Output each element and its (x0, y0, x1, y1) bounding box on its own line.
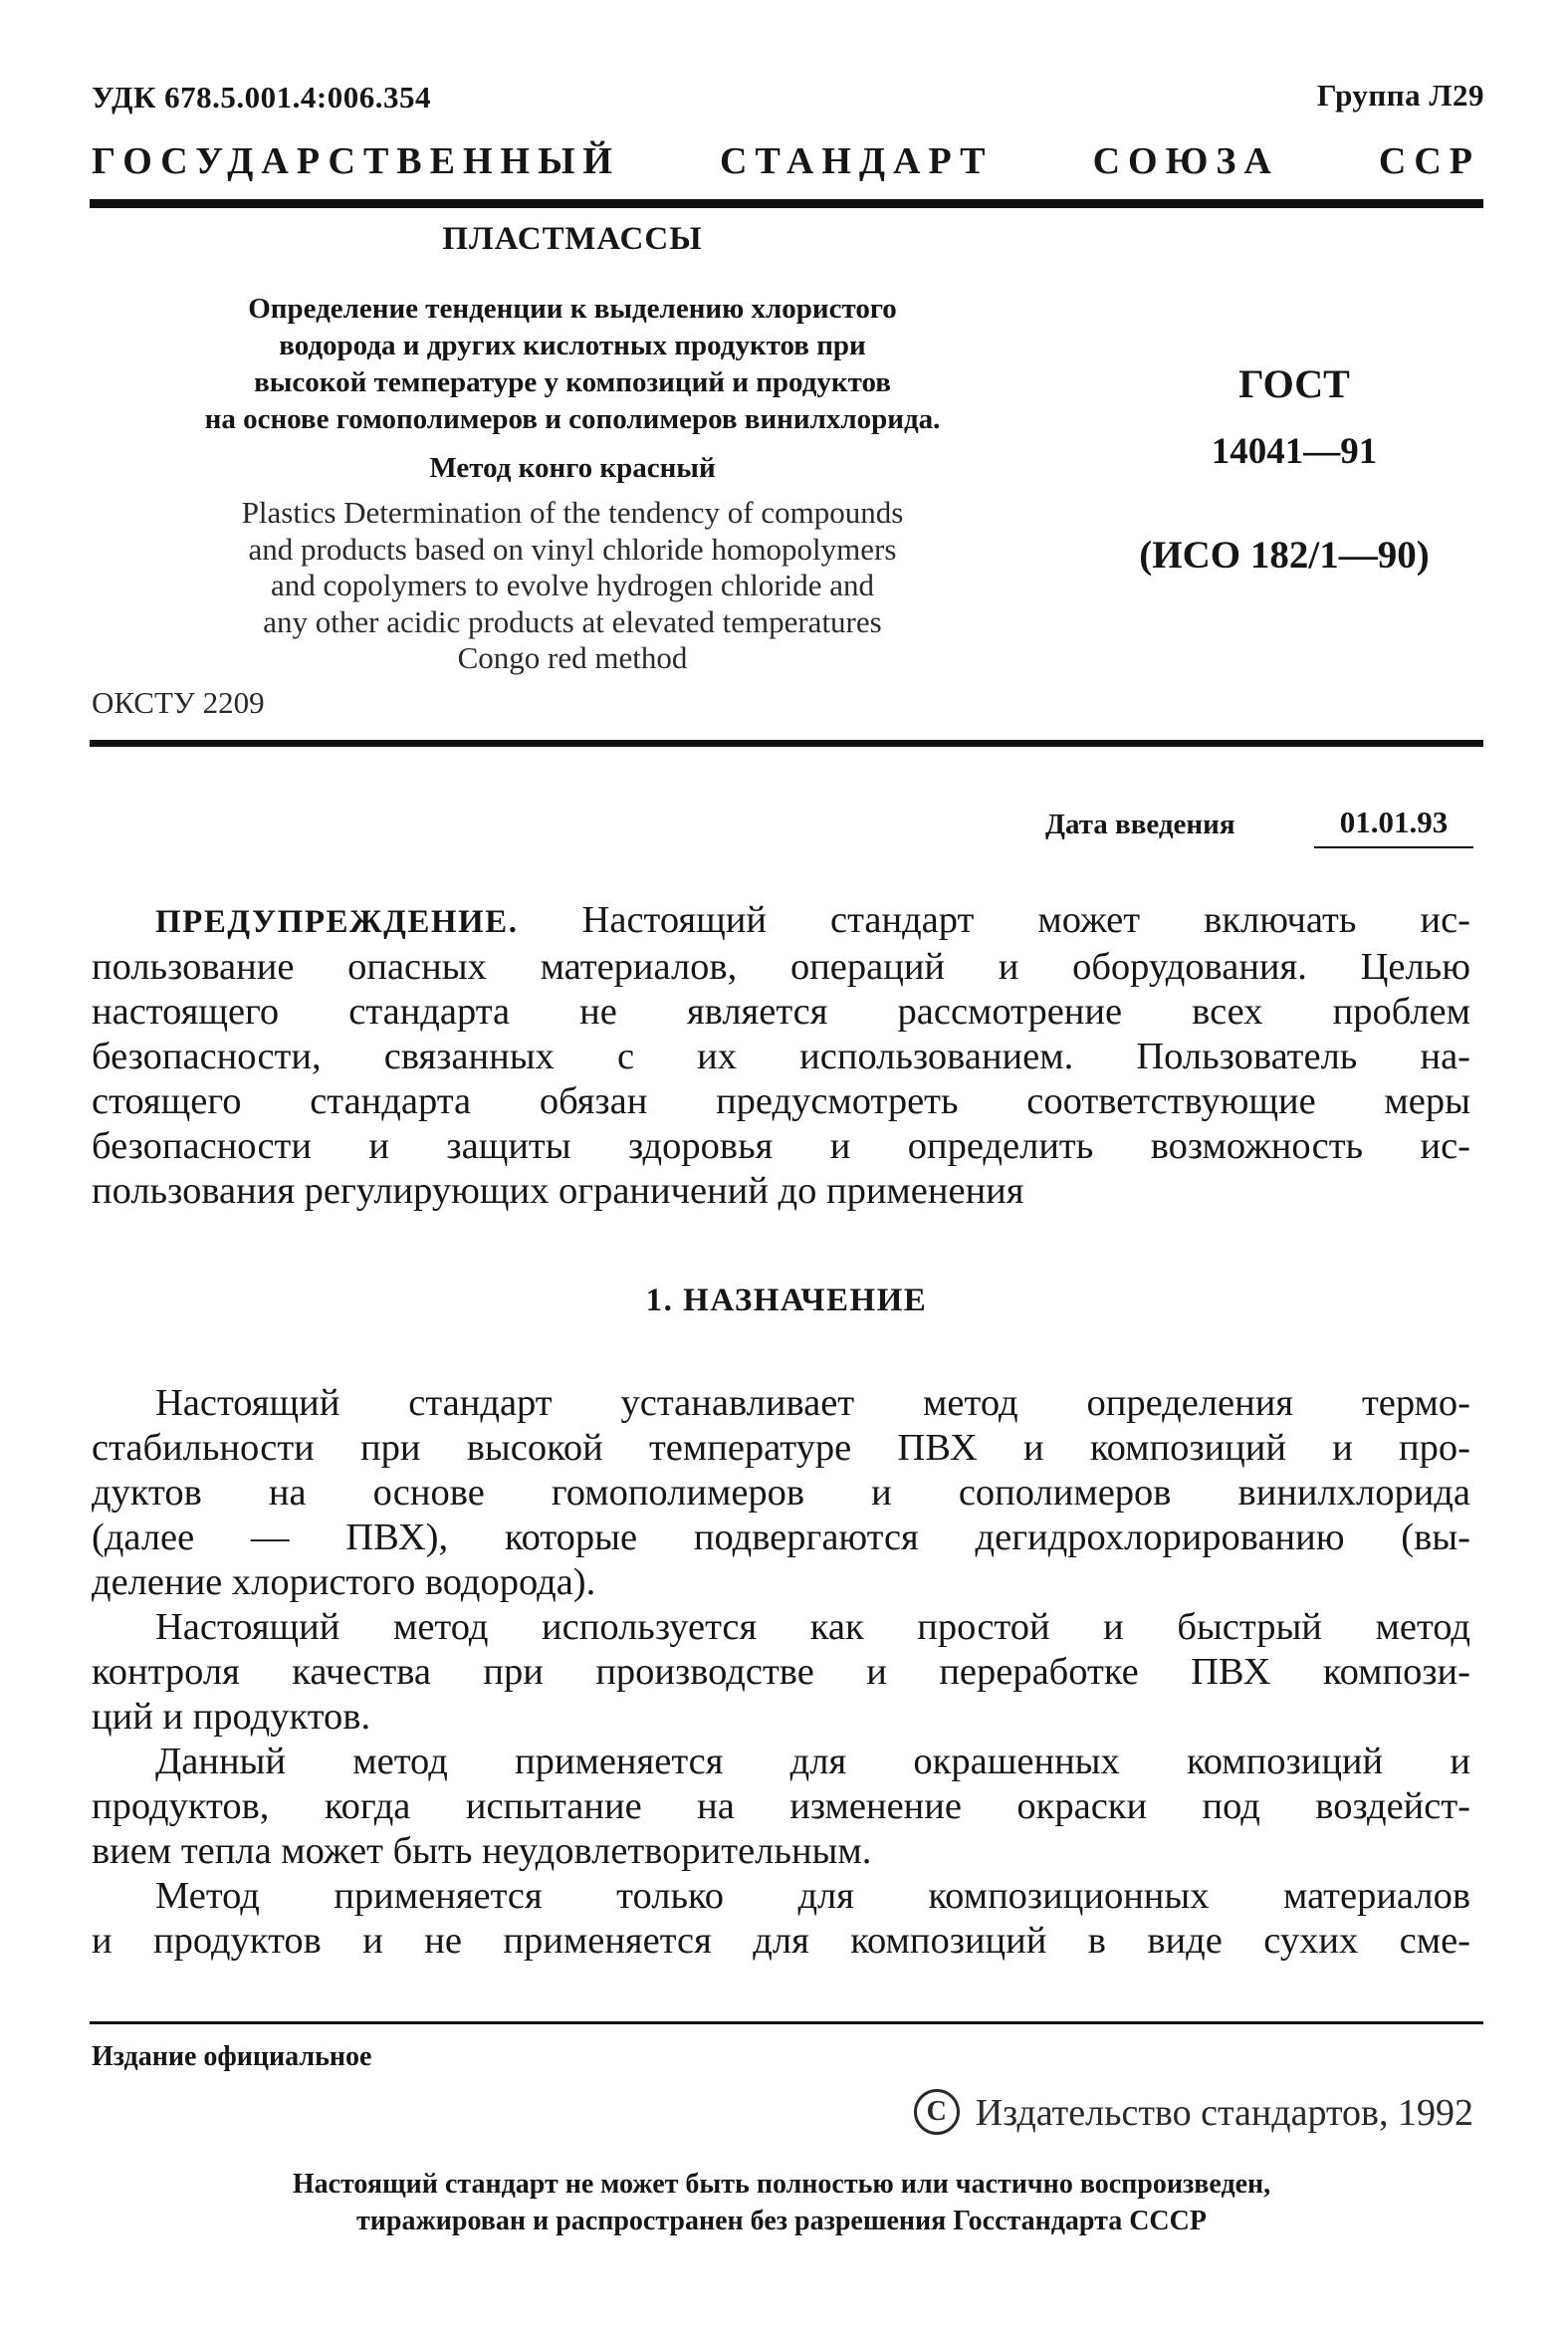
warning-line: пользования регулирующих ограничений до применения (92, 1170, 1024, 1212)
paragraph-line: контроля качества при производстве и переработке ПВХ компози- (92, 1651, 1470, 1693)
paragraph-line: деление хлористого водорода). (92, 1561, 596, 1603)
warning-line: стоящего стандарта обязан предусмотреть соответствующие меры (92, 1080, 1470, 1122)
subtitle-ru (80, 291, 1065, 438)
copyright-text: Издательство стандартов, 1992 (975, 2092, 1473, 2134)
subtitle-en-line: and products based on vinyl chloride homopolymers (248, 531, 897, 567)
oksty-code: ОКСТУ 2209 (92, 685, 265, 720)
section-paragraph-3 (92, 1740, 1470, 1874)
paragraph-line: ций и продуктов. (92, 1696, 371, 1738)
gost-label: ГОСТ (1238, 361, 1350, 406)
intro-date-label: Дата введения (1045, 809, 1235, 840)
section-paragraph-1 (92, 1381, 1470, 1605)
subtitle-ru-line: на основе гомополимеров и сополимеров винилхлорида. (204, 403, 941, 435)
paragraph-line: продуктов, когда испытание на изменение окраски под воздейст- (92, 1785, 1470, 1827)
subtitle-ru-line: водорода и других кислотных продуктов при (279, 330, 866, 361)
intro-date-value: 01.01.93 (1314, 805, 1473, 848)
subtitle-en (90, 495, 1055, 677)
paragraph-line: Настоящий стандарт устанавливает метод определения термо- (155, 1382, 1470, 1424)
warning-line: безопасности и защиты здоровья и определить возможность ис- (92, 1125, 1470, 1167)
state-standard-banner: ГОСУДАРСТВЕННЫЙ СТАНДАРТ СОЮЗА ССР (92, 140, 1480, 182)
mid-thick-rule (90, 740, 1483, 747)
document-title: ПЛАСТМАССЫ (442, 221, 703, 257)
section-heading: 1. НАЗНАЧЕНИЕ (645, 1283, 928, 1318)
notice-line: тиражирован и распространен без разрешения Госстандарта СССР (356, 2206, 1207, 2236)
copyright-line (914, 2091, 1473, 2139)
footer-rule (90, 2021, 1483, 2024)
paragraph-line: (далее — ПВХ), которые подвергаются дегидрохлорированию (вы- (92, 1517, 1470, 1558)
subtitle-en-line: and copolymers to evolve hydrogen chloride and (270, 568, 875, 602)
subtitle-ru-line: Определение тенденции к выделению хлористого (248, 293, 897, 325)
reproduction-notice (80, 2166, 1483, 2239)
method-ru: Метод конго красный (429, 452, 716, 484)
paragraph-line: Данный метод применяется для окрашенных композиций и (155, 1741, 1470, 1782)
paragraph-line: и продуктов и не применяется для композиций в виде сухих сме- (92, 1920, 1470, 1962)
subtitle-en-line: Plastics Determination of the tendency of compounds (241, 495, 904, 530)
section-paragraph-4 (92, 1874, 1470, 1964)
official-edition-label: Издание официальное (92, 2041, 372, 2072)
gost-number: 14041—91 (1211, 431, 1378, 472)
warning-line: пользование опасных материалов, операций и оборудования. Целью (92, 946, 1470, 988)
copyright-icon: C (914, 2089, 960, 2135)
warning-line: настоящего стандарта не является рассмотрение всех проблем (92, 991, 1470, 1033)
subtitle-ru-line: высокой температуре у композиций и продуктов (254, 366, 891, 398)
warning-paragraph (92, 898, 1470, 1214)
warning-line: безопасности, связанных с их использованием. Пользователь на- (92, 1036, 1470, 1077)
paragraph-line: Метод применяется только для композиционных материалов (155, 1875, 1470, 1917)
paragraph-line: дуктов на основе гомополимеров и сополимеров винилхлорида (92, 1472, 1470, 1514)
warning-line: Настоящий стандарт может включать ис- (581, 899, 1470, 941)
group-code: Группа Л29 (1316, 78, 1484, 113)
warning-label: ПРЕДУПРЕЖДЕНИЕ. (155, 904, 519, 940)
top-thick-rule (90, 199, 1483, 208)
paragraph-line: стабильности при высокой температуре ПВХ и композиций и про- (92, 1427, 1470, 1469)
paragraph-line: вием тепла может быть неудовлетворительным. (92, 1830, 872, 1872)
section-paragraph-2 (92, 1605, 1470, 1740)
subtitle-en-line: any other acidic products at elevated temperatures (263, 603, 882, 639)
subtitle-en-line: Congo red method (457, 640, 688, 675)
paragraph-line: Настоящий метод используется как простой и быстрый метод (155, 1606, 1470, 1648)
notice-line: Настоящий стандарт не может быть полностью или частично воспроизведен, (292, 2169, 1271, 2200)
udk-code: УДК 678.5.001.4:006.354 (92, 80, 431, 115)
iso-number: (ИСО 182/1—90) (1139, 534, 1430, 577)
